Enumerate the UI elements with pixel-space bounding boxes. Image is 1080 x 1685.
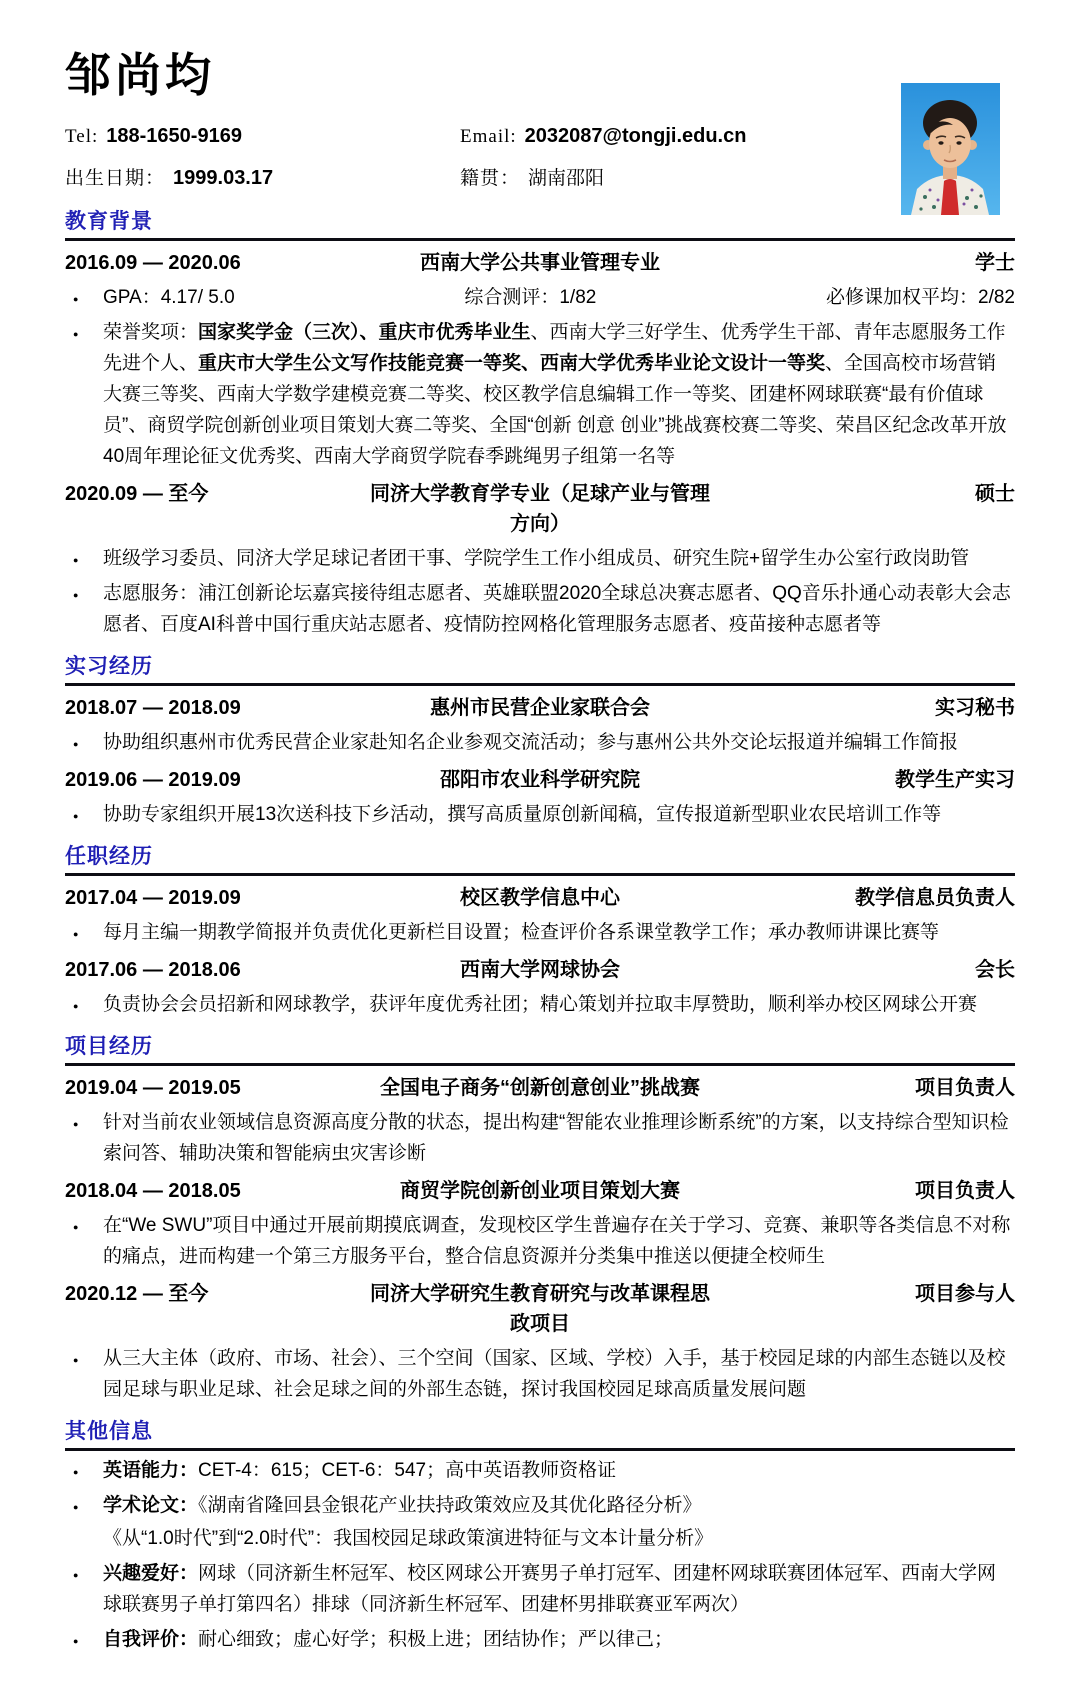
- positions-entry-1-bullet: ● 每月主编一期教学简报并负责优化更新栏目设置；检查评价各系课堂教学工作；承办教师讲课比赛等: [65, 917, 1015, 948]
- entry-position: 教学生产实习: [895, 768, 1015, 791]
- contact-block: [65, 125, 1015, 190]
- honors-regular-1: 、西南大学三好学生、优秀学生干部、青年志愿服务工作先进个人、: [103, 321, 1006, 374]
- entry-organization: 同济大学教育学专业（足球产业与管理方向）: [370, 482, 710, 535]
- other-academic-papers: [65, 1490, 1015, 1521]
- entry-position: 项目负责人: [915, 1076, 1015, 1099]
- entry-organization: 西南大学公共事业管理专业: [420, 251, 660, 274]
- tel-label: Tel:: [65, 125, 99, 147]
- entry-organization: 西南大学网球协会: [460, 958, 620, 981]
- contact-row-2: [65, 163, 1015, 190]
- profile-photo-image: [901, 83, 1000, 215]
- section-title-education: 教育背景: [65, 205, 1015, 241]
- entry-date: 2020.09 — 至今: [65, 482, 209, 505]
- entry-degree: 学士: [975, 251, 1015, 274]
- internship-entry-1-bullet: ● 协助组织惠州市优秀民营企业家赴知名企业参观交流活动；参与惠州公共外交论坛报道并编辑工作简报: [65, 727, 1015, 758]
- birthdate-value: 1999.03.17: [173, 166, 274, 189]
- entry-position: 实习秘书: [935, 696, 1015, 719]
- origin-field: [460, 163, 604, 190]
- entry-organization: 同济大学研究生教育研究与改革课程思政项目: [370, 1282, 710, 1335]
- hobbies-value: 网球（同济新生杯冠军、校区网球公开赛男子单打冠军、团建杯网球联赛团体冠军、西南大学网球联赛男子单打第四名）排球（同济新生杯冠军、团建杯男排联赛亚军两次）: [103, 1562, 997, 1615]
- entry-date: 2018.04 — 2018.05: [65, 1179, 241, 1202]
- education-honors: [65, 317, 1015, 472]
- projects-entry-3: [65, 1279, 1015, 1339]
- academic-papers-label: 学术论文：: [103, 1494, 199, 1516]
- contact-row-1: [65, 125, 1015, 148]
- education-entry-1: [65, 248, 1015, 278]
- projects-entry-1-bullet: ● 针对当前农业领域信息资源高度分散的状态，提出构建“智能农业推理诊断系统”的方案，以支持综合型知识检索问答、辅助决策和智能病虫灾害诊断: [65, 1107, 1015, 1169]
- entry-organization: 校区教学信息中心: [460, 886, 620, 909]
- positions-entry-2-bullet: ● 负责协会会员招新和网球教学，获评年度优秀社团；精心策划并拉取丰厚赞助，顺利举办校区网球公开赛: [65, 989, 1015, 1020]
- honors-label: 荣誉奖项：: [103, 321, 199, 343]
- tel-value: 188-1650-9169: [106, 124, 242, 147]
- entry-position: 教学信息员负责人: [855, 886, 1015, 909]
- internship-entry-1: [65, 693, 1015, 723]
- email-value: 2032087@tongji.edu.cn: [524, 124, 747, 147]
- academic-paper-2: 《从“1.0时代”到“2.0时代”：我国校园足球政策演进特征与文本计量分析》: [103, 1527, 714, 1549]
- entry-position: 会长: [975, 958, 1015, 981]
- section-other-info: [65, 1415, 1015, 1655]
- section-education: [65, 205, 1015, 640]
- tel-field: [65, 125, 460, 148]
- entry-organization: 全国电子商务“创新创意创业”挑战赛: [380, 1076, 700, 1099]
- entry-organization: 惠州市民营企业家联合会: [430, 696, 650, 719]
- email-label: Email:: [460, 125, 517, 147]
- other-self-evaluation: [65, 1624, 1015, 1655]
- section-title-other-info: 其他信息: [65, 1415, 1015, 1451]
- internship-entry-2-bullet: ● 协助专家组织开展13次送科技下乡活动，撰写高质量原创新闻稿，宣传报道新型职业农民培训工作等: [65, 799, 1015, 830]
- section-title-projects: 项目经历: [65, 1030, 1015, 1066]
- origin-label: 籍贯：: [460, 167, 521, 189]
- internship-entry-2: [65, 765, 1015, 795]
- projects-entry-1: [65, 1073, 1015, 1103]
- entry-degree: 硕士: [975, 482, 1015, 505]
- weighted-average: 必修课加权平均：2/82: [826, 286, 1015, 308]
- education-entry-2-bullet-2: ● 志愿服务：浦江创新论坛嘉宾接待组志愿者、英雄联盟2020全球总决赛志愿者、QQ音乐扑通心动表彰大会志愿者、百度AI科普中国行重庆站志愿者、疫情防控网格化管理服务志愿者、疫苗接种志愿者等: [65, 578, 1015, 640]
- entry-organization: 商贸学院创新创业项目策划大赛: [400, 1179, 680, 1202]
- self-evaluation-label: 自我评价：: [103, 1628, 199, 1650]
- academic-paper-1: 《湖南省隆回县金银花产业扶持政策效应及其优化路径分析》: [198, 1494, 702, 1516]
- education-stats-row: [65, 282, 1015, 313]
- section-title-internship: 实习经历: [65, 650, 1015, 686]
- hobbies-label: 兴趣爱好：: [103, 1562, 199, 1584]
- section-positions: [65, 840, 1015, 1020]
- projects-entry-3-bullet: ● 从三大主体（政府、市场、社会）、三个空间（国家、区域、学校）入手，基于校园足球的内部生态链以及校园足球与职业足球、社会足球之间的外部生态链，探讨我国校园足球高质量发展问题: [65, 1343, 1015, 1405]
- english-ability-value: CET-4：615；CET-6：547；高中英语教师资格证: [198, 1459, 617, 1481]
- entry-date: 2018.07 — 2018.09: [65, 696, 241, 719]
- english-ability-label: 英语能力：: [103, 1459, 199, 1481]
- projects-entry-2: [65, 1176, 1015, 1206]
- entry-date: 2019.06 — 2019.09: [65, 768, 241, 791]
- honors-bold-1: 国家奖学金（三次）、重庆市优秀毕业生: [198, 321, 531, 343]
- honors-regular-2: 、全国高校市场营销大赛三等奖、西南大学数学建模竞赛二等奖、校区教学信息编辑工作一等奖、团建杯网球联赛“最有价值球员”、商贸学院创新创业项目策划大赛二等奖、全国“创新 创意 创业”挑战赛校赛二等奖、荣昌区纪念改革开放40周年理论征文优秀奖、西南大学商贸学院春季跳绳男子组第一名等: [103, 352, 1007, 467]
- gpa-value: ● GPA：4.17/ 5.0: [103, 286, 235, 308]
- candidate-name: 邹尚均: [65, 49, 215, 101]
- section-internship: [65, 650, 1015, 830]
- entry-date: 2017.06 — 2018.06: [65, 958, 241, 981]
- email-field: [460, 125, 746, 148]
- self-evaluation-value: 耐心细致；虚心好学；积极上进；团结协作；严以律己；: [198, 1628, 674, 1650]
- positions-entry-2: [65, 955, 1015, 985]
- birthdate-field: [65, 163, 460, 190]
- other-english-ability: [65, 1455, 1015, 1486]
- overall-ranking: 综合测评：1/82: [464, 286, 597, 308]
- section-projects: [65, 1030, 1015, 1405]
- profile-photo: [901, 83, 1000, 215]
- education-entry-2-bullet-1: ● 班级学习委员、同济大学足球记者团干事、学院学生工作小组成员、研究生院+留学生办公室行政岗助管: [65, 543, 1015, 574]
- origin-value: 湖南邵阳: [528, 167, 605, 189]
- education-entry-2: [65, 479, 1015, 539]
- entry-position: 项目参与人: [915, 1282, 1015, 1305]
- entry-date: 2019.04 — 2019.05: [65, 1076, 241, 1099]
- entry-date: 2017.04 — 2019.09: [65, 886, 241, 909]
- other-hobbies: [65, 1558, 1015, 1620]
- entry-organization: 邵阳市农业科学研究院: [440, 768, 640, 791]
- projects-entry-2-bullet: ● 在“We SWU”项目中通过开展前期摸底调查，发现校区学生普遍存在关于学习、竞赛、兼职等各类信息不对称的痛点，进而构建一个第三方服务平台，整合信息资源并分类集中推送以便捷全校师生: [65, 1210, 1015, 1272]
- birthdate-label: 出生日期：: [65, 167, 166, 189]
- section-title-positions: 任职经历: [65, 840, 1015, 876]
- entry-date: 2016.09 — 2020.06: [65, 251, 241, 274]
- honors-bold-2: 重庆市大学生公文写作技能竞赛一等奖、西南大学优秀毕业论文设计一等奖: [198, 352, 826, 374]
- positions-entry-1: [65, 883, 1015, 913]
- entry-position: 项目负责人: [915, 1179, 1015, 1202]
- entry-date: 2020.12 — 至今: [65, 1282, 209, 1305]
